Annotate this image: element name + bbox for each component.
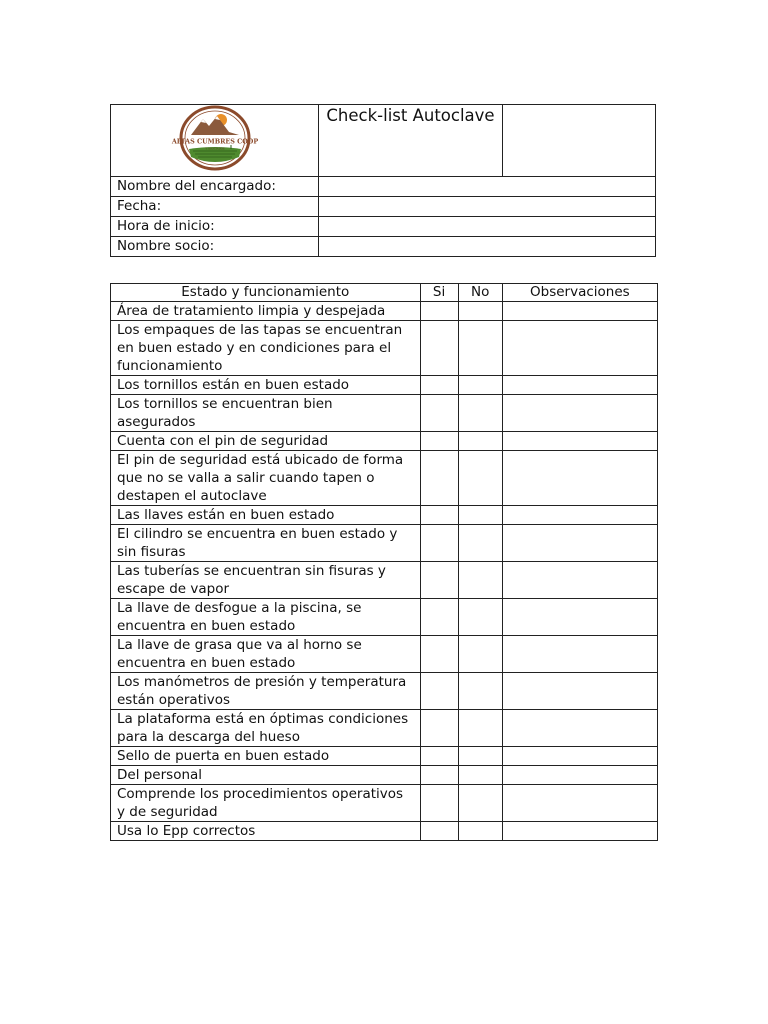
observaciones-field[interactable] (502, 302, 657, 321)
table-row (111, 785, 658, 822)
table-row (111, 710, 658, 747)
checkbox-no[interactable] (458, 766, 502, 785)
table-row (111, 506, 658, 525)
header-table (110, 104, 656, 257)
checkbox-si[interactable] (420, 636, 458, 673)
checkbox-no[interactable] (458, 321, 502, 376)
observaciones-field[interactable] (502, 599, 657, 636)
checkbox-si[interactable] (420, 302, 458, 321)
info-row (111, 177, 656, 197)
checklist-header-row (111, 284, 658, 302)
checkbox-no[interactable] (458, 747, 502, 766)
table-row (111, 376, 658, 395)
observaciones-field[interactable] (502, 785, 657, 822)
column-header-no: No (458, 284, 502, 302)
observaciones-field[interactable] (502, 376, 657, 395)
checklist-body (111, 302, 658, 841)
checkbox-si[interactable] (420, 673, 458, 710)
table-row (111, 321, 658, 376)
checkbox-si[interactable] (420, 525, 458, 562)
table-row (111, 451, 658, 506)
column-header-observaciones: Observaciones (502, 284, 657, 302)
observaciones-field[interactable] (502, 451, 657, 506)
checklist-item-text: Comprende los procedimientos operativos y de seguridad (111, 785, 421, 822)
checklist-item-text: Los manómetros de presión y temperatura están operativos (111, 673, 421, 710)
checkbox-si[interactable] (420, 395, 458, 432)
table-row (111, 599, 658, 636)
observaciones-field[interactable] (502, 822, 657, 841)
checkbox-si[interactable] (420, 506, 458, 525)
logo-text: ALTAS CUMBRES COOP (171, 137, 258, 146)
label-hora-inicio: Hora de inicio: (111, 217, 319, 237)
info-row (111, 217, 656, 237)
table-row (111, 562, 658, 599)
column-header-estado: Estado y funcionamiento (111, 284, 421, 302)
checkbox-no[interactable] (458, 302, 502, 321)
checkbox-si[interactable] (420, 451, 458, 506)
logo-cell (111, 105, 319, 177)
field-encargado[interactable] (319, 177, 656, 197)
checkbox-no[interactable] (458, 525, 502, 562)
observaciones-field[interactable] (502, 673, 657, 710)
label-fecha: Fecha: (111, 197, 319, 217)
observaciones-field[interactable] (502, 562, 657, 599)
blank-header-cell (503, 105, 656, 177)
field-hora-inicio[interactable] (319, 217, 656, 237)
table-row (111, 525, 658, 562)
checklist-table (110, 283, 658, 841)
checkbox-si[interactable] (420, 747, 458, 766)
observaciones-field[interactable] (502, 525, 657, 562)
label-nombre-socio: Nombre socio: (111, 237, 319, 257)
checklist-item-text: Los tornillos están en buen estado (111, 376, 421, 395)
checklist-item-text: La llave de desfogue a la piscina, se encuentra en buen estado (111, 599, 421, 636)
table-row (111, 432, 658, 451)
checkbox-si[interactable] (420, 432, 458, 451)
checkbox-no[interactable] (458, 822, 502, 841)
checkbox-si[interactable] (420, 376, 458, 395)
checkbox-no[interactable] (458, 451, 502, 506)
checklist-item-text: El cilindro se encuentra en buen estado y sin fisuras (111, 525, 421, 562)
checkbox-si[interactable] (420, 562, 458, 599)
table-row (111, 395, 658, 432)
checkbox-no[interactable] (458, 562, 502, 599)
observaciones-field[interactable] (502, 747, 657, 766)
field-nombre-socio[interactable] (319, 237, 656, 257)
observaciones-field[interactable] (502, 710, 657, 747)
checklist-item-text: Las tuberías se encuentran sin fisuras y escape de vapor (111, 562, 421, 599)
table-row (111, 747, 658, 766)
checklist-item-text: Las llaves están en buen estado (111, 506, 421, 525)
label-encargado: Nombre del encargado: (111, 177, 319, 197)
checkbox-no[interactable] (458, 376, 502, 395)
checklist-item-text: Área de tratamiento limpia y despejada (111, 302, 421, 321)
checklist-item-text: La plataforma está en óptimas condiciones para la descarga del hueso (111, 710, 421, 747)
table-row (111, 766, 658, 785)
checklist-item-text: El pin de seguridad está ubicado de forma que no se valla a salir cuando tapen o destapen el autoclave (111, 451, 421, 506)
observaciones-field[interactable] (502, 636, 657, 673)
checklist-item-text: Sello de puerta en buen estado (111, 747, 421, 766)
observaciones-field[interactable] (502, 395, 657, 432)
checklist-item-text: La llave de grasa que va al horno se encuentra en buen estado (111, 636, 421, 673)
checkbox-no[interactable] (458, 710, 502, 747)
checklist-item-text: Usa lo Epp correctos (111, 822, 421, 841)
checkbox-si[interactable] (420, 766, 458, 785)
logo-subtext: Y ASOCIADOS (204, 147, 225, 151)
checkbox-no[interactable] (458, 785, 502, 822)
checkbox-si[interactable] (420, 321, 458, 376)
checklist-item-text: Los empaques de las tapas se encuentran en buen estado y en condiciones para el funcionamiento (111, 321, 421, 376)
observaciones-field[interactable] (502, 321, 657, 376)
table-row (111, 673, 658, 710)
checkbox-si[interactable] (420, 822, 458, 841)
checklist-item-text: Los tornillos se encuentran bien asegurados (111, 395, 421, 432)
document-title: Check-list Autoclave (319, 105, 503, 177)
coop-logo (171, 105, 258, 171)
column-header-si: Si (420, 284, 458, 302)
checkbox-no[interactable] (458, 506, 502, 525)
observaciones-field[interactable] (502, 506, 657, 525)
checkbox-si[interactable] (420, 785, 458, 822)
checkbox-si[interactable] (420, 710, 458, 747)
checkbox-no[interactable] (458, 599, 502, 636)
table-row (111, 636, 658, 673)
table-row (111, 302, 658, 321)
info-row (111, 237, 656, 257)
checkbox-si[interactable] (420, 599, 458, 636)
observaciones-field[interactable] (502, 432, 657, 451)
checklist-item-text: Cuenta con el pin de seguridad (111, 432, 421, 451)
field-fecha[interactable] (319, 197, 656, 217)
observaciones-field[interactable] (502, 766, 657, 785)
checkbox-no[interactable] (458, 432, 502, 451)
table-row (111, 822, 658, 841)
checkbox-no[interactable] (458, 673, 502, 710)
info-row (111, 197, 656, 217)
checkbox-no[interactable] (458, 395, 502, 432)
checklist-item-text: Del personal (111, 766, 421, 785)
checkbox-no[interactable] (458, 636, 502, 673)
